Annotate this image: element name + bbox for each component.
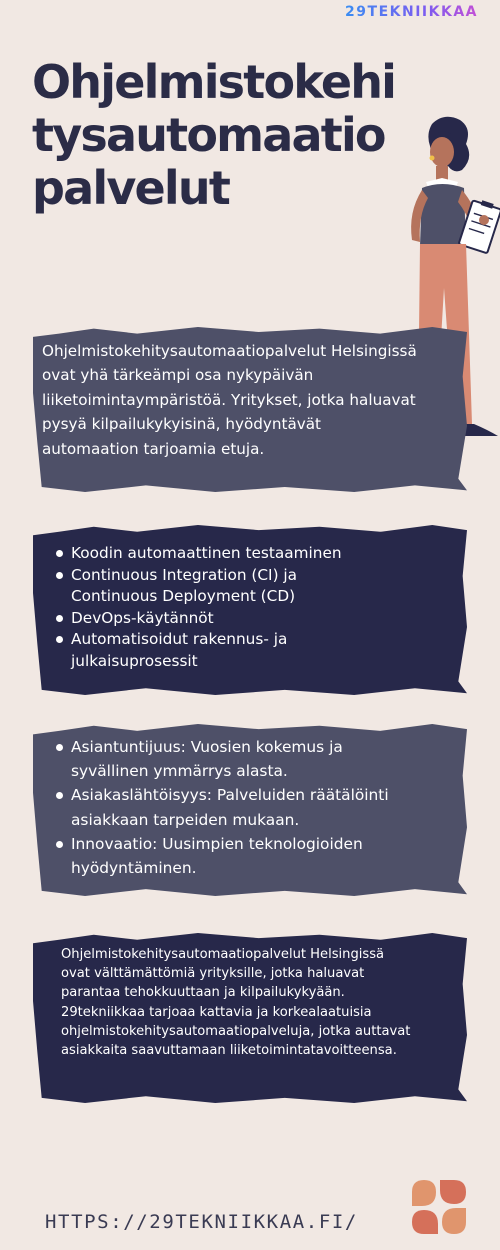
website-link[interactable]: HTTPS://29TEKNIIKKAA.FI/ (45, 1211, 358, 1233)
list-item: Asiakaslähtöisyys: Palveluiden räätälöinti asiakkaan tarpeiden mukaan. (53, 783, 421, 831)
closing-text: Ohjelmistokehitysautomaatiopalvelut Helsingissä ovat välttämättömiä yrityksille, jotka haluavat parantaa tehokkuuttaan ja kilpailukykyään. 29tekniikkaa tarjoaa kattavia ja korkealaatuisia ohjelmistokehitysautomaatiopalveluja, jotka auttavat asiakkaita saavuttamaan liiketoimintatavoitteensa. (61, 947, 411, 1059)
list-item: Asiantuntijuus: Vuosien kokemus ja syvällinen ymmärrys alasta. (53, 735, 421, 783)
list-item: DevOps-käytännöt (53, 608, 371, 630)
title-line: tysautomaatio (32, 108, 385, 162)
page-title (32, 56, 452, 215)
closing-panel (33, 933, 467, 1103)
title-line: palvelut (32, 161, 230, 215)
list-item: Innovaatio: Uusimpien teknologioiden hyödyntäminen. (53, 832, 421, 880)
list-item: Koodin automaattinen testaaminen (53, 543, 371, 565)
benefits-panel (33, 724, 467, 896)
title-line: Ohjelmistokehi (32, 55, 396, 109)
benefits-list (53, 735, 467, 880)
list-item: Automatisoidut rakennus- ja julkaisuprosessit (53, 629, 371, 672)
four-petal-logo-icon (410, 1178, 468, 1236)
list-item: Continuous Integration (CI) ja Continuous Deployment (CD) (53, 565, 371, 608)
services-panel (33, 525, 467, 695)
brand-logo-text: 29TEKNIIKKAA (345, 4, 478, 20)
intro-text: Ohjelmistokehitysautomaatiopalvelut Helsingissä ovat yhä tärkeämpi osa nykypäivän liiketoimintaympäristöä. Yritykset, jotka haluavat pysyä kilpailukykyisinä, hyödyntävät automaation tarjoamia etuja. (42, 342, 417, 458)
services-list (53, 543, 467, 673)
intro-panel (33, 327, 467, 492)
